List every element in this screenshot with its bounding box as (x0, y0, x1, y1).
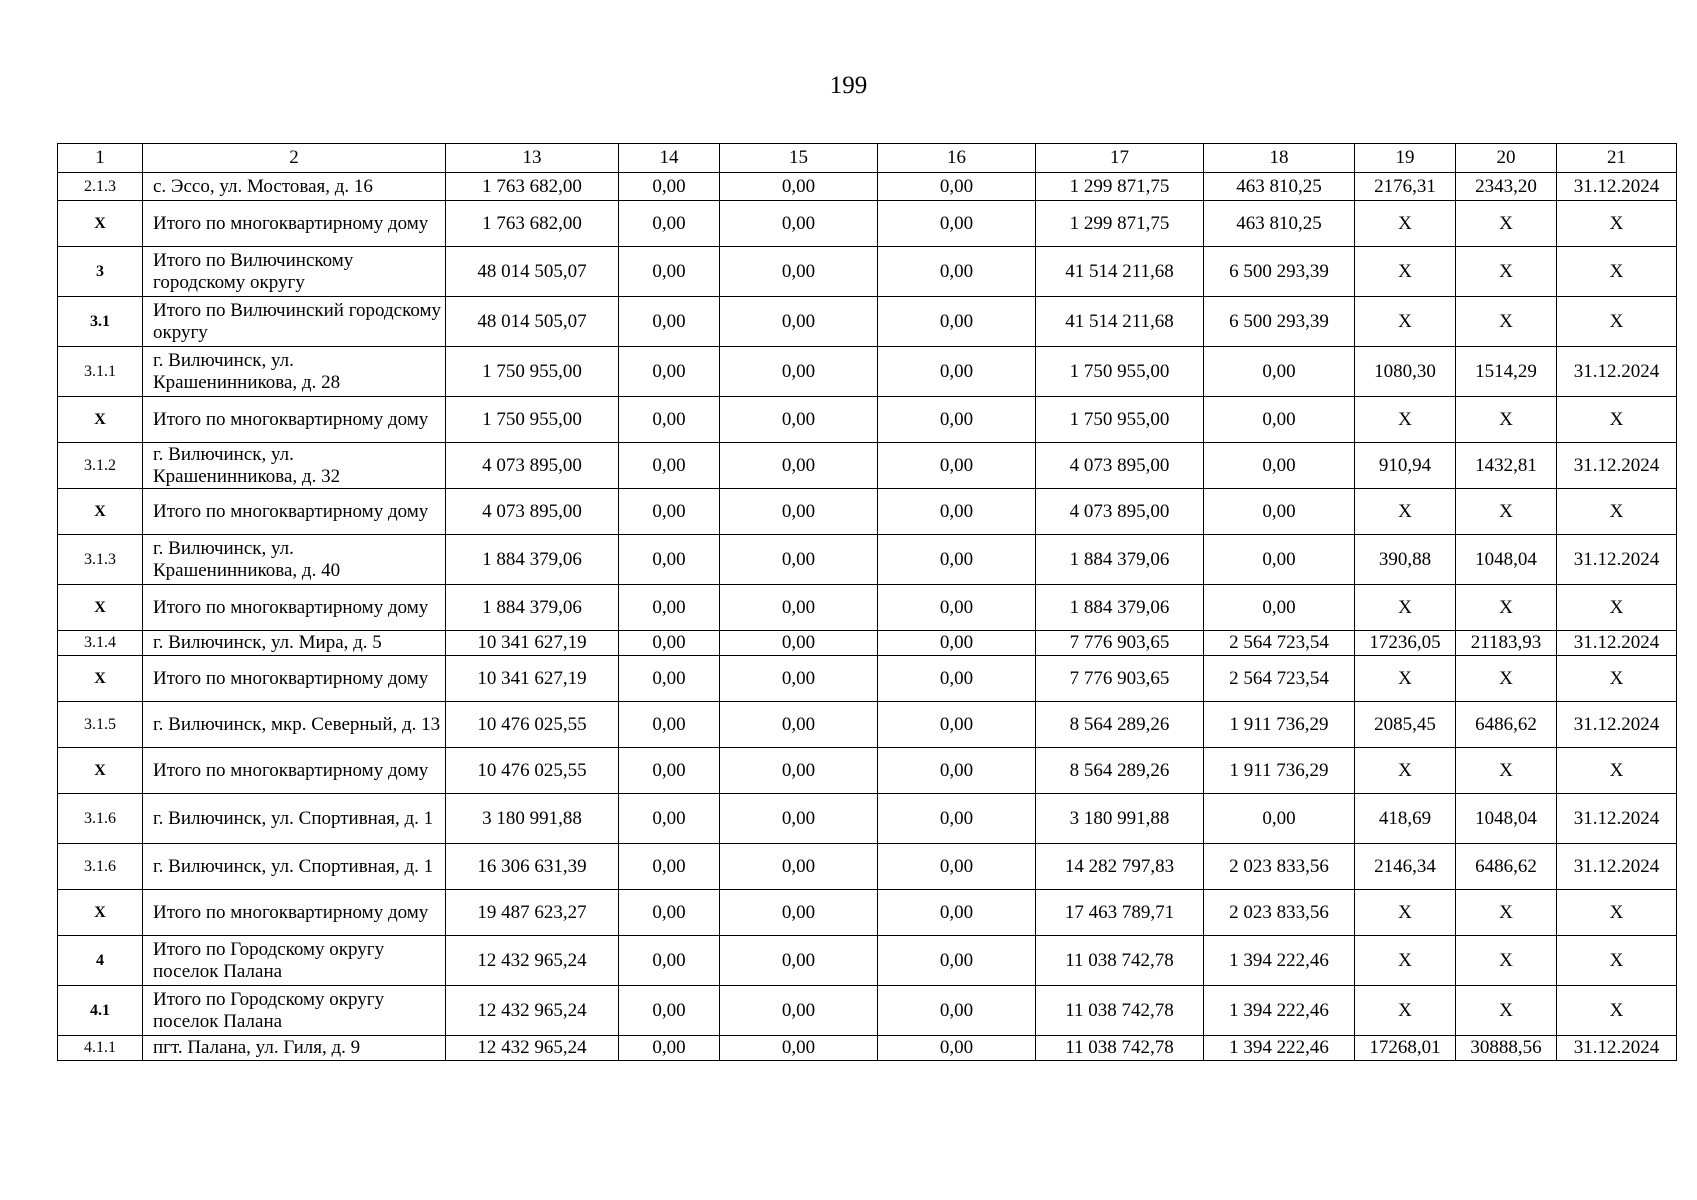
table-cell: 0,00 (619, 297, 720, 347)
table-cell: 2085,45 (1355, 702, 1456, 748)
table-cell: 0,00 (720, 297, 878, 347)
table-cell: 0,00 (619, 173, 720, 201)
table-cell: 0,00 (720, 247, 878, 297)
table-cell: 0,00 (878, 1036, 1036, 1061)
table-cell: 2 023 833,56 (1204, 890, 1355, 936)
table-cell: 7 776 903,65 (1036, 656, 1204, 702)
table-cell: 0,00 (619, 656, 720, 702)
table-cell: 1 911 736,29 (1204, 748, 1355, 794)
table-cell: 1 299 871,75 (1036, 201, 1204, 247)
table-cell: Х (1557, 585, 1677, 631)
table-cell: Х (1355, 585, 1456, 631)
table-cell: 0,00 (619, 585, 720, 631)
table-cell: 1 884 379,06 (446, 535, 619, 585)
table-cell: 31.12.2024 (1557, 631, 1677, 656)
table-cell: 41 514 211,68 (1036, 297, 1204, 347)
table-cell: 31.12.2024 (1557, 173, 1677, 201)
table-row (58, 489, 1677, 535)
table-cell: 0,00 (878, 986, 1036, 1036)
data-table (57, 143, 1677, 1061)
table-cell: 30888,56 (1456, 1036, 1557, 1061)
table-cell: 910,94 (1355, 443, 1456, 489)
table-cell: 17268,01 (1355, 1036, 1456, 1061)
header-cell: 15 (720, 144, 878, 173)
table-cell: Х (1456, 890, 1557, 936)
address-cell: Итого по многоквартирному дому (143, 890, 446, 936)
row-number-cell: 3.1.6 (58, 844, 143, 890)
address-cell: Итого по многоквартирному дому (143, 748, 446, 794)
table-cell: 12 432 965,24 (446, 986, 619, 1036)
table-cell: 0,00 (619, 201, 720, 247)
table-cell: Х (1355, 748, 1456, 794)
table-cell: 0,00 (878, 656, 1036, 702)
table-cell: 463 810,25 (1204, 173, 1355, 201)
table-cell: Х (1355, 656, 1456, 702)
table-cell: 0,00 (619, 631, 720, 656)
table-row (58, 201, 1677, 247)
table-cell: 10 341 627,19 (446, 631, 619, 656)
table-cell: Х (1557, 397, 1677, 443)
address-cell: Итого по многоквартирному дому (143, 585, 446, 631)
table-cell: 1080,30 (1355, 347, 1456, 397)
table-cell: 0,00 (720, 844, 878, 890)
table-cell: 0,00 (878, 585, 1036, 631)
row-number-cell: 3.1.6 (58, 794, 143, 844)
table-row (58, 397, 1677, 443)
table-cell: Х (1456, 489, 1557, 535)
table-cell: 16 306 631,39 (446, 844, 619, 890)
table-cell: 0,00 (619, 794, 720, 844)
table-cell: Х (1355, 936, 1456, 986)
table-cell: 2343,20 (1456, 173, 1557, 201)
table-cell: 0,00 (1204, 397, 1355, 443)
table-row (58, 247, 1677, 297)
table-cell: 11 038 742,78 (1036, 936, 1204, 986)
address-cell: Итого по Вилючинскому городскому округу (143, 247, 446, 297)
address-cell: г. Вилючинск, ул. Крашенинникова, д. 40 (143, 535, 446, 585)
table-cell: 0,00 (720, 748, 878, 794)
row-number-cell: Х (58, 748, 143, 794)
table-cell: 2 564 723,54 (1204, 631, 1355, 656)
table-cell: 0,00 (878, 173, 1036, 201)
header-cell: 2 (143, 144, 446, 173)
table-cell: 0,00 (1204, 585, 1355, 631)
table-cell: 3 180 991,88 (446, 794, 619, 844)
page-number: 199 (829, 72, 868, 99)
table-row (58, 585, 1677, 631)
table-cell: 2176,31 (1355, 173, 1456, 201)
table-cell: 12 432 965,24 (446, 1036, 619, 1061)
table-cell: 0,00 (878, 397, 1036, 443)
table-cell: Х (1557, 936, 1677, 986)
table-cell: 11 038 742,78 (1036, 986, 1204, 1036)
table-row (58, 297, 1677, 347)
table-cell: 7 776 903,65 (1036, 631, 1204, 656)
table-cell: 10 341 627,19 (446, 656, 619, 702)
table-cell: 0,00 (619, 347, 720, 397)
address-cell: г. Вилючинск, ул. Мира, д. 5 (143, 631, 446, 656)
table-cell: Х (1557, 986, 1677, 1036)
table-cell: Х (1456, 585, 1557, 631)
table-cell: 10 476 025,55 (446, 748, 619, 794)
table-cell: 1 911 736,29 (1204, 702, 1355, 748)
row-number-cell: Х (58, 397, 143, 443)
address-cell: Итого по Городскому округу поселок Палана (143, 986, 446, 1036)
address-cell: г. Вилючинск, ул. Крашенинникова, д. 28 (143, 347, 446, 397)
table-cell: 463 810,25 (1204, 201, 1355, 247)
table-cell: 1 394 222,46 (1204, 1036, 1355, 1061)
table-cell: Х (1355, 986, 1456, 1036)
table-cell: 0,00 (720, 173, 878, 201)
table-cell: 31.12.2024 (1557, 347, 1677, 397)
table-cell: 11 038 742,78 (1036, 1036, 1204, 1061)
header-cell: 20 (1456, 144, 1557, 173)
table-cell: 0,00 (1204, 535, 1355, 585)
table-row (58, 748, 1677, 794)
table-cell: 0,00 (878, 702, 1036, 748)
address-cell: Итого по Вилючинский городскому округу (143, 297, 446, 347)
row-number-cell: Х (58, 489, 143, 535)
table-cell: 1048,04 (1456, 535, 1557, 585)
table-cell: 0,00 (1204, 347, 1355, 397)
table-cell: 0,00 (720, 201, 878, 247)
table-cell: 0,00 (1204, 443, 1355, 489)
table-cell: 0,00 (720, 397, 878, 443)
table-row (58, 986, 1677, 1036)
row-number-cell: 2.1.3 (58, 173, 143, 201)
table-cell: 31.12.2024 (1557, 702, 1677, 748)
table-cell: 0,00 (619, 397, 720, 443)
address-cell: г. Вилючинск, мкр. Северный, д. 13 (143, 702, 446, 748)
table-cell: 0,00 (878, 890, 1036, 936)
table-cell: 4 073 895,00 (446, 489, 619, 535)
table-cell: Х (1355, 201, 1456, 247)
table-cell: 31.12.2024 (1557, 535, 1677, 585)
table-cell: 0,00 (619, 890, 720, 936)
row-number-cell: 3.1.3 (58, 535, 143, 585)
table-cell: 0,00 (878, 936, 1036, 986)
table-cell: 0,00 (878, 748, 1036, 794)
table-cell: 48 014 505,07 (446, 247, 619, 297)
row-number-cell: Х (58, 585, 143, 631)
table-row (58, 631, 1677, 656)
table-cell: 31.12.2024 (1557, 844, 1677, 890)
header-row (58, 144, 1677, 173)
table-cell: 0,00 (720, 347, 878, 397)
table-cell: 0,00 (878, 844, 1036, 890)
table-cell: 1 884 379,06 (1036, 585, 1204, 631)
table-cell: Х (1355, 247, 1456, 297)
table-cell: 14 282 797,83 (1036, 844, 1204, 890)
table-cell: 1 299 871,75 (1036, 173, 1204, 201)
address-cell: пгт. Палана, ул. Гиля, д. 9 (143, 1036, 446, 1061)
table-cell: 19 487 623,27 (446, 890, 619, 936)
table-cell: 1048,04 (1456, 794, 1557, 844)
table-cell: 4 073 895,00 (1036, 443, 1204, 489)
address-cell: Итого по многоквартирному дому (143, 656, 446, 702)
table-cell: 1 750 955,00 (446, 347, 619, 397)
table-cell: 17 463 789,71 (1036, 890, 1204, 936)
table-cell: 2146,34 (1355, 844, 1456, 890)
table-cell: 4 073 895,00 (446, 443, 619, 489)
table-cell: 6486,62 (1456, 844, 1557, 890)
table-row (58, 702, 1677, 748)
table-cell: Х (1355, 890, 1456, 936)
table-cell: 31.12.2024 (1557, 443, 1677, 489)
table-cell: 418,69 (1355, 794, 1456, 844)
address-cell: Итого по многоквартирному дому (143, 201, 446, 247)
table-cell: 0,00 (619, 443, 720, 489)
table-cell: 0,00 (878, 631, 1036, 656)
table-cell: 6486,62 (1456, 702, 1557, 748)
table-cell: 1 394 222,46 (1204, 936, 1355, 986)
address-cell: Итого по многоквартирному дому (143, 397, 446, 443)
table-cell: 0,00 (720, 489, 878, 535)
table-cell: 3 180 991,88 (1036, 794, 1204, 844)
table-cell: 12 432 965,24 (446, 936, 619, 986)
header-cell: 18 (1204, 144, 1355, 173)
table-cell: 390,88 (1355, 535, 1456, 585)
header-cell: 21 (1557, 144, 1677, 173)
table-cell: 0,00 (720, 890, 878, 936)
table-cell: 0,00 (720, 1036, 878, 1061)
table-cell: Х (1355, 489, 1456, 535)
table-cell: 1 763 682,00 (446, 173, 619, 201)
table-row (58, 1036, 1677, 1061)
table-cell: 0,00 (720, 585, 878, 631)
table-row (58, 173, 1677, 201)
table-cell: 0,00 (619, 702, 720, 748)
table-row (58, 890, 1677, 936)
table-cell: 17236,05 (1355, 631, 1456, 656)
table-cell: Х (1557, 748, 1677, 794)
table-cell: 1 763 682,00 (446, 201, 619, 247)
table-cell: Х (1456, 936, 1557, 986)
address-cell: с. Эссо, ул. Мостовая, д. 16 (143, 173, 446, 201)
table-cell: 1432,81 (1456, 443, 1557, 489)
header-cell: 19 (1355, 144, 1456, 173)
table-cell: 0,00 (1204, 794, 1355, 844)
table-row (58, 936, 1677, 986)
table-cell: 1 750 955,00 (1036, 397, 1204, 443)
table-cell: Х (1456, 656, 1557, 702)
table-cell: 8 564 289,26 (1036, 702, 1204, 748)
table-cell: 0,00 (619, 844, 720, 890)
table-cell: Х (1557, 297, 1677, 347)
table-cell: 0,00 (619, 489, 720, 535)
table-cell: 1 394 222,46 (1204, 986, 1355, 1036)
table-cell: Х (1456, 201, 1557, 247)
table-cell: 6 500 293,39 (1204, 247, 1355, 297)
table-cell: 21183,93 (1456, 631, 1557, 656)
table-cell: Х (1456, 247, 1557, 297)
row-number-cell: 3 (58, 247, 143, 297)
header-cell: 14 (619, 144, 720, 173)
table-cell: Х (1557, 247, 1677, 297)
table-cell: 1 884 379,06 (446, 585, 619, 631)
table-cell: 6 500 293,39 (1204, 297, 1355, 347)
row-number-cell: 3.1.5 (58, 702, 143, 748)
table-cell: 0,00 (720, 702, 878, 748)
table-cell: 0,00 (619, 936, 720, 986)
table-cell: 0,00 (878, 297, 1036, 347)
address-cell: Итого по Городскому округу поселок Палана (143, 936, 446, 986)
table-cell: Х (1456, 397, 1557, 443)
row-number-cell: Х (58, 890, 143, 936)
table-cell: Х (1557, 489, 1677, 535)
table-cell: 0,00 (878, 443, 1036, 489)
table-cell: 0,00 (878, 201, 1036, 247)
table-cell: Х (1355, 297, 1456, 347)
table-cell: 0,00 (720, 535, 878, 585)
table-cell: 1 750 955,00 (446, 397, 619, 443)
row-number-cell: 4.1 (58, 986, 143, 1036)
table-cell: 0,00 (619, 748, 720, 794)
table-cell: Х (1557, 201, 1677, 247)
row-number-cell: 4.1.1 (58, 1036, 143, 1061)
table-cell: 0,00 (720, 794, 878, 844)
header-cell: 13 (446, 144, 619, 173)
table-cell: Х (1557, 656, 1677, 702)
table-row (58, 656, 1677, 702)
table-cell: 0,00 (878, 489, 1036, 535)
table-cell: 0,00 (619, 986, 720, 1036)
row-number-cell: Х (58, 201, 143, 247)
table-row (58, 794, 1677, 844)
table-cell: 48 014 505,07 (446, 297, 619, 347)
table-cell: 31.12.2024 (1557, 794, 1677, 844)
table-cell: 0,00 (619, 535, 720, 585)
table-cell: 0,00 (878, 794, 1036, 844)
table-cell: 1514,29 (1456, 347, 1557, 397)
address-cell: г. Вилючинск, ул. Крашенинникова, д. 32 (143, 443, 446, 489)
table-cell: Х (1456, 986, 1557, 1036)
table-cell: 4 073 895,00 (1036, 489, 1204, 535)
row-number-cell: 4 (58, 936, 143, 986)
table-cell: 0,00 (619, 247, 720, 297)
table-cell: 0,00 (720, 656, 878, 702)
table-cell: 0,00 (1204, 489, 1355, 535)
table-cell: Х (1456, 297, 1557, 347)
address-cell: Итого по многоквартирному дому (143, 489, 446, 535)
table-cell: Х (1456, 748, 1557, 794)
table-cell: 8 564 289,26 (1036, 748, 1204, 794)
address-cell: г. Вилючинск, ул. Спортивная, д. 1 (143, 794, 446, 844)
table-cell: 0,00 (878, 347, 1036, 397)
table-body (58, 144, 1677, 1061)
row-number-cell: 3.1.4 (58, 631, 143, 656)
row-number-cell: 3.1.1 (58, 347, 143, 397)
table-cell: 31.12.2024 (1557, 1036, 1677, 1061)
table-cell: 0,00 (619, 1036, 720, 1061)
table-cell: 1 884 379,06 (1036, 535, 1204, 585)
row-number-cell: 3.1 (58, 297, 143, 347)
address-cell: г. Вилючинск, ул. Спортивная, д. 1 (143, 844, 446, 890)
table-cell: 41 514 211,68 (1036, 247, 1204, 297)
table-cell: Х (1557, 890, 1677, 936)
table-cell: 0,00 (720, 936, 878, 986)
table-cell: 1 750 955,00 (1036, 347, 1204, 397)
table-cell: 0,00 (878, 535, 1036, 585)
header-cell: 16 (878, 144, 1036, 173)
table-row (58, 443, 1677, 489)
table-cell: 0,00 (720, 986, 878, 1036)
header-cell: 17 (1036, 144, 1204, 173)
table-row (58, 844, 1677, 890)
table-cell: 2 023 833,56 (1204, 844, 1355, 890)
header-cell: 1 (58, 144, 143, 173)
table-cell: Х (1355, 397, 1456, 443)
table-cell: 0,00 (878, 247, 1036, 297)
row-number-cell: 3.1.2 (58, 443, 143, 489)
table-row (58, 347, 1677, 397)
table-row (58, 535, 1677, 585)
row-number-cell: Х (58, 656, 143, 702)
table-cell: 0,00 (720, 631, 878, 656)
table-cell: 2 564 723,54 (1204, 656, 1355, 702)
table-cell: 10 476 025,55 (446, 702, 619, 748)
table-cell: 0,00 (720, 443, 878, 489)
